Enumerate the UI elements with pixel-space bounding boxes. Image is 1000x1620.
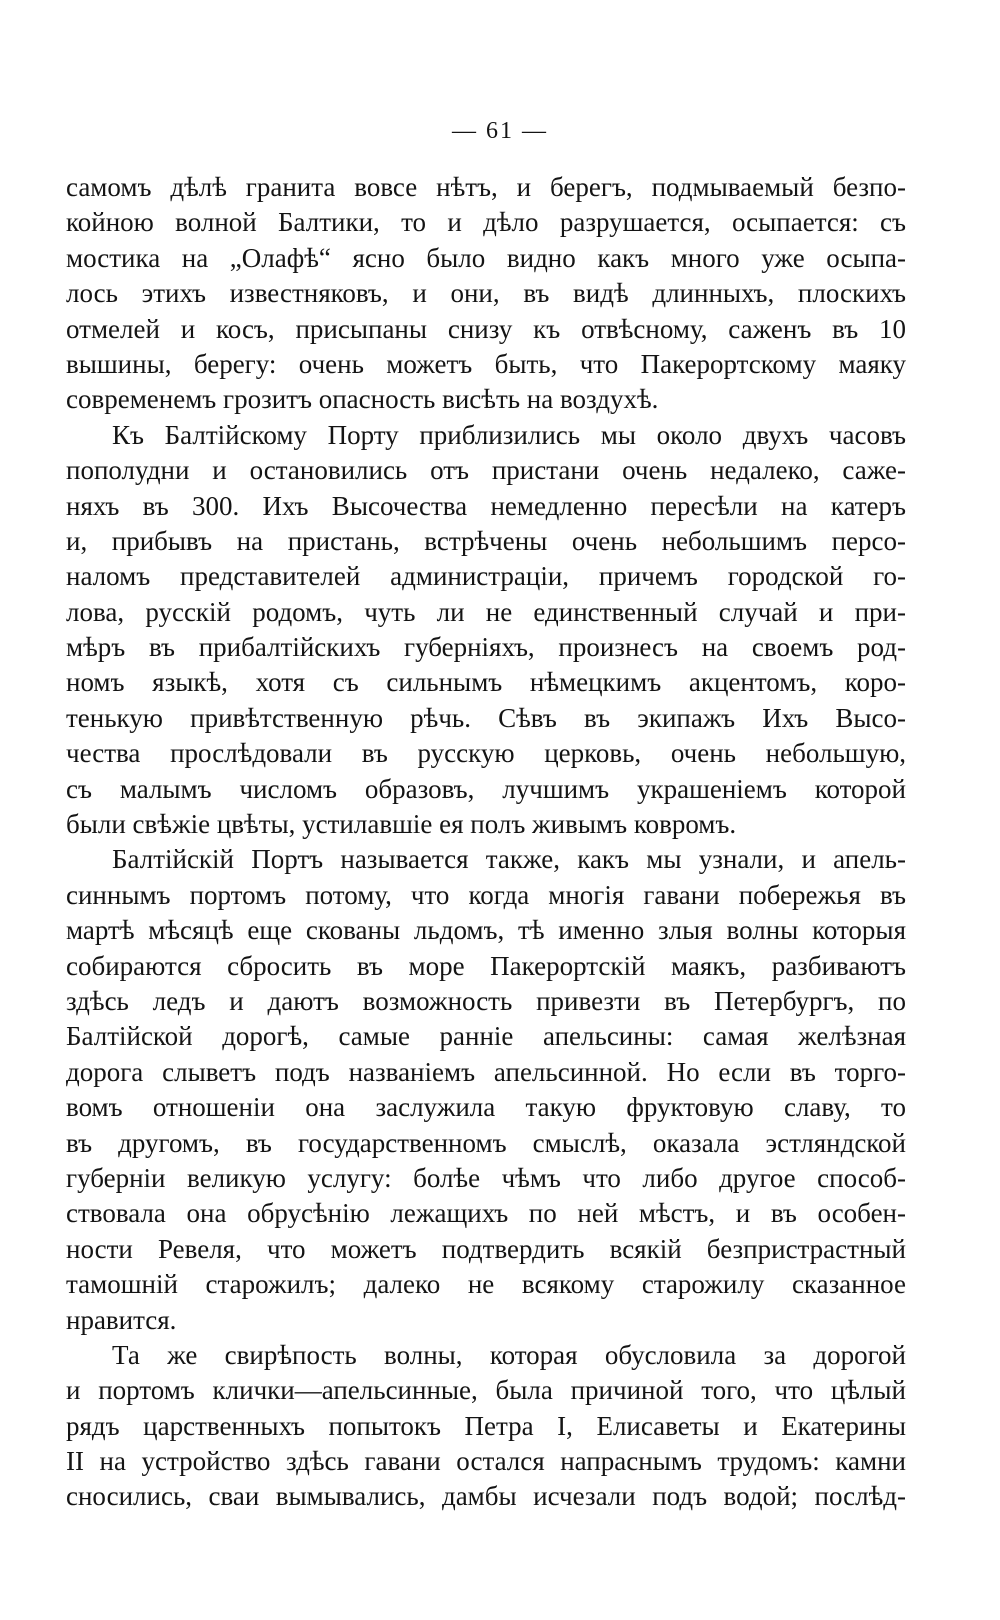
text-line: мѣръ въ прибалтійскихъ губерніяхъ, произнесъ на своемъ род- [66,632,906,663]
text-line: синнымъ портомъ потому, что когда многія гавани побережья въ [66,879,906,910]
text-line: Къ Балтійскому Порту приблизились мы около двухъ часовъ [112,419,906,450]
text-line: тенькую привѣтственную рѣчь. Сѣвъ въ экипажъ Ихъ Высо- [66,702,906,733]
text-line: были свѣжіе цвѣты, устилавшіе ея полъ живымъ ковромъ. [66,809,737,840]
paragraph-4 [66,1338,906,1515]
text-line: губерніи великую услугу: болѣе чѣмъ что либо другое способ- [66,1162,906,1193]
text-line: дорога слыветъ подъ названіемъ апельсинной. Но если въ торго- [66,1056,906,1087]
text-line: наломъ представителей администраціи, причемъ городской го- [66,561,906,592]
text-line: самомъ дѣлѣ гранита вовсе нѣтъ, и берегъ, подмываемый безпо- [66,172,906,202]
text-line: здѣсь ледъ и даютъ возможность привезти въ Петербургъ, по [66,985,906,1016]
text-line: нравится. [66,1304,177,1335]
text-line: номъ языкѣ, хотя съ сильнымъ нѣмецкимъ акцентомъ, коро- [66,667,906,698]
text-line: современемъ грозитъ опасность висѣть на воздухѣ. [66,384,659,415]
text-line: II на устройство здѣсь гавани остался напраснымъ трудомъ: камни [66,1446,906,1477]
text-line: собираются сбросить въ море Пакерортскій маякъ, разбиваютъ [66,950,906,981]
text-line: и портомъ клички—апельсинные, была причиной того, что цѣлый [66,1375,906,1406]
text-line: койною волной Балтики, то и дѣло разрушается, осыпается: съ [66,207,906,238]
text-line: вышины, берегу: очень можетъ быть, что Пакерортскому маяку [66,348,906,379]
text-line: Балтійской дорогѣ, самые ранніе апельсины: самая желѣзная [66,1021,906,1052]
text-line: чества прослѣдовали въ русскую церковь, очень небольшую, [66,738,906,769]
text-line: отмелей и косъ, присыпаны снизу къ отвѣсному, саженъ въ 10 [66,313,906,344]
text-line: лова, русскій родомъ, чуть ли не единственный случай и при- [66,596,906,627]
paragraph-3 [66,842,906,1337]
text-line: и, прибывъ на пристань, встрѣчены очень небольшимъ персо- [66,525,906,556]
text-line: мартѣ мѣсяцѣ еще скованы льдомъ, тѣ именно злыя волны которыя [66,915,906,946]
text-line: рядъ царственныхъ попытокъ Петра I, Елисаветы и Екатерины [66,1410,906,1441]
text-line: ности Ревеля, что можетъ подтвердить всякій безпристрастный [66,1233,906,1264]
text-line: вомъ отношеніи она заслужила такую фруктовую славу, то [66,1092,906,1123]
text-line: пополудни и остановились отъ пристани очень недалеко, саже- [66,455,906,486]
text-line: мостика на „Олафѣ“ ясно было видно какъ много уже осыпа- [66,242,906,273]
paragraph-2 [66,418,906,843]
text-line: съ малымъ числомъ образовъ, лучшимъ украшеніемъ которой [66,773,906,804]
text-line: въ другомъ, въ государственномъ смыслѣ, оказала эстляндской [66,1127,906,1158]
text-line: Балтійскій Портъ называется также, какъ мы узнали, и апель- [112,844,906,875]
text-line: няхъ въ 300. Ихъ Высочества немедленно пересѣли на катеръ [66,490,906,521]
text-line: лось этихъ известняковъ, и они, въ видѣ длинныхъ, плоскихъ [66,278,906,309]
body-text [66,170,906,1515]
page-number: — 61 — [452,118,548,144]
text-line: сносились, сваи вымывались, дамбы исчезали подъ водой; послѣд- [66,1481,906,1512]
text-line: тамошній старожилъ; далеко не всякому старожилу сказанное [66,1269,906,1300]
text-line: Та же свирѣпость волны, которая обусловила за дорогой [112,1339,906,1370]
paragraph-1 [66,170,906,418]
text-line: ствовала она обрусѣнію лежащихъ по ней мѣстъ, и въ особен- [66,1198,906,1229]
